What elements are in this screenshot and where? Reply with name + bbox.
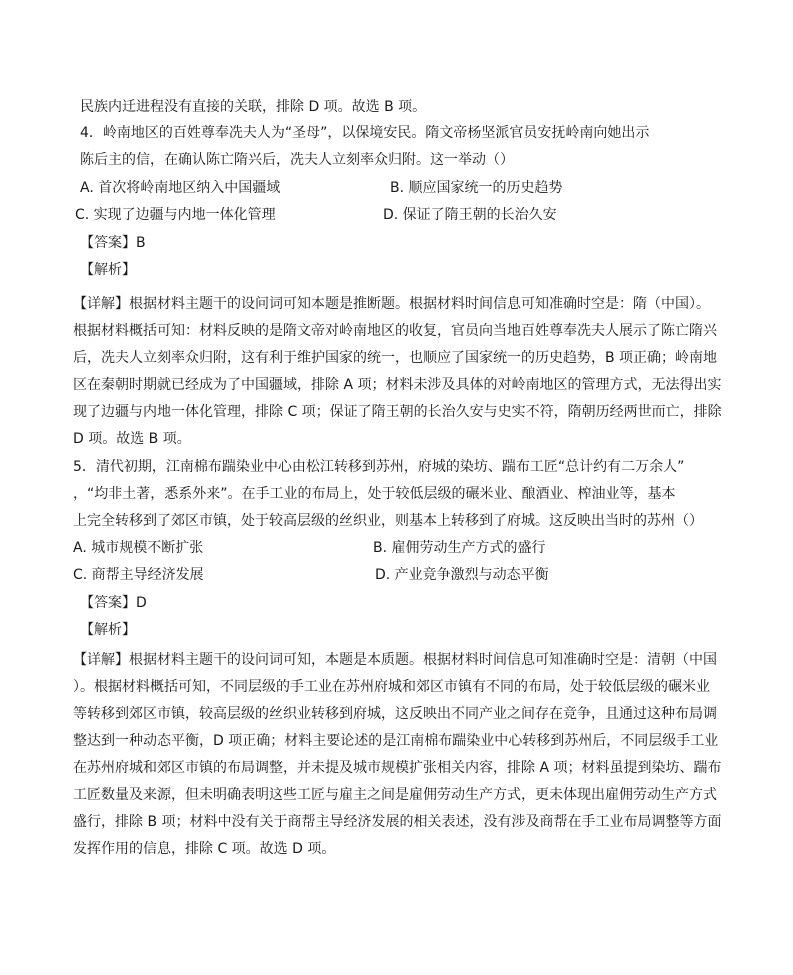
- q5-detail-line: 发挥作用的信息，排除 C 项。故选 D 项。: [73, 841, 336, 857]
- q5-stem-line2: ，“均非土著，悉系外来”。在手工业的布局上，处于较低层级的碾米业、酿酒业、榨油业等，基本: [73, 486, 676, 502]
- q4-stem-line2: 陈后主的信，在确认陈亡隋兴后，冼夫人立刻率众归附。这一举动（）: [80, 152, 514, 168]
- q4-detail-line: 现了边疆与内地一体化管理，排除 C 项；保证了隋王朝的长治久安与史实不符，隋朝历经两世而亡，排除: [73, 404, 722, 420]
- q4-option-d: D. 保证了隋王朝的长治久安: [383, 207, 557, 223]
- q5-detail-line: 【详解】根据材料主题干的设问词可知，本题是本质题。根据材料时间信息可知准确时空是：清朝（中国: [73, 652, 717, 668]
- q4-detail-line: 后，冼夫人立刻率众归附，这有利于维护国家的统一，也顺应了国家统一的历史趋势，B 项正确；岭南地: [73, 350, 718, 366]
- q4-option-a: A. 首次将岭南地区纳入中国疆域: [80, 180, 281, 196]
- q5-detail-line: 等转移到郊区市镇，较高层级的丝织业转移到府城，这反映出不同产业之间存在竞争，且通过这种布局调: [73, 706, 717, 722]
- q5-detail-line: 在苏州府城和郊区市镇的布局调整，并未提及城市规模扩张相关内容，排除 A 项；材料虽提到染坊、踹布: [73, 760, 722, 776]
- q4-answer-label: 【答案】B: [80, 235, 146, 251]
- q5-detail-line: ）。根据材料概括可知，不同层级的手工业在苏州府城和郊区市镇有不同的布局，处于较低层级的碾米业: [73, 679, 710, 695]
- q4-option-c: C. 实现了边疆与内地一体化管理: [75, 207, 276, 223]
- q5-option-a: A. 城市规模不断扩张: [73, 540, 204, 556]
- q5-option-c: C. 商帮主导经济发展: [73, 567, 204, 583]
- q5-answer-label: 【答案】D: [80, 595, 147, 611]
- q4-detail-line: 【详解】根据材料主题干的设问词可知本题是推断题。根据材料时间信息可知准确时空是：隋（中国）。: [73, 296, 710, 312]
- q4-detail-line: 根据材料概括可知：材料反映的是隋文帝对岭南地区的收复，官员向当地百姓尊奉冼夫人展示了陈亡隋兴: [73, 323, 717, 339]
- q5-detail-line: 盛行，排除 B 项；材料中没有关于商帮主导经济发展的相关表述，没有涉及商帮在手工业布局调整等方面: [73, 814, 722, 830]
- q5-stem-line1: 5．清代初期，江南棉布踹染业中心由松江转移到苏州，府城的染坊、踹布工匠“总计约有二万余人”: [73, 459, 685, 475]
- q4-detail-line: 区在秦朝时期就已经成为了中国疆域，排除 A 项；材料未涉及具体的对岭南地区的管理方式，无法得出实: [73, 377, 722, 393]
- q5-detail-line: 工匠数量及来源，但未明确表明这些工匠与雇主之间是雇佣劳动生产方式，更未体现出雇佣劳动生产方式: [73, 787, 717, 803]
- q5-option-b: B. 雇佣劳动生产方式的盛行: [373, 540, 546, 556]
- q4-stem-line1: 4．岭南地区的百姓尊奉冼夫人为“圣母”，以保境安民。隋文帝杨坚派官员安抚岭南向她出示: [80, 125, 650, 141]
- q5-detail-line: 整达到一种动态平衡，D 项正确；材料主要论述的是江南棉布踹染业中心转移到苏州后，不同层级手工业: [73, 733, 719, 749]
- q5-option-d: D. 产业竞争激烈与动态平衡: [375, 567, 549, 583]
- q3-tail-text: 民族内迁进程没有直接的关联，排除 D 项。故选 B 项。: [80, 99, 427, 115]
- q4-option-b: B. 顺应国家统一的历史趋势: [390, 180, 563, 196]
- q5-stem-line3: 上完全转移到了郊区市镇，处于较高层级的丝织业，则基本上转移到了府城。这反映出当时的苏州（）: [73, 513, 703, 529]
- q4-analysis-label: 【解析】: [80, 262, 136, 278]
- q4-detail-line: D 项。故选 B 项。: [73, 431, 191, 447]
- q5-analysis-label: 【解析】: [80, 622, 136, 638]
